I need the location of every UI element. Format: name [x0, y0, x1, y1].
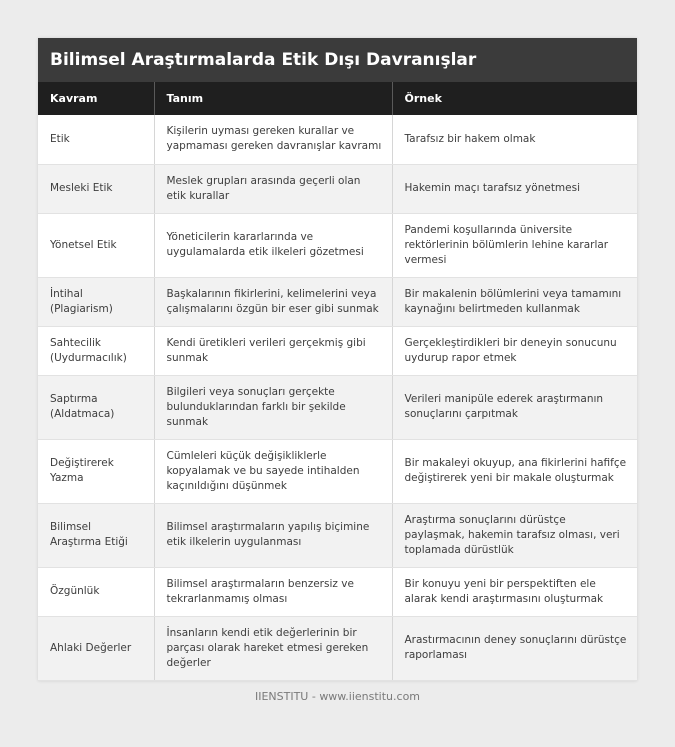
- cell-ornek: Bir makalenin bölümlerini veya tamamını kaynağını belirtmeden kullanmak: [392, 277, 637, 326]
- cell-ornek: Araştırma sonuçlarını dürüstçe paylaşmak, hakemin tarafsız olması, veri toplamada dürüstlük: [392, 503, 637, 567]
- cell-ornek: Tarafsız bir hakem olmak: [392, 115, 637, 164]
- table-row: [38, 567, 637, 616]
- cell-tanim: Kendi üretikleri verileri gerçekmiş gibi sunmak: [154, 326, 392, 375]
- footer-credit: IIENSTITU - www.iienstitu.com: [254, 690, 421, 703]
- cell-tanim: Kişilerin uyması gereken kurallar ve yapmaması gereken davranışlar kavramı: [154, 115, 392, 164]
- cell-kavram: Sahtecilik (Uydurmacılık): [38, 326, 154, 375]
- table-row: [38, 375, 637, 439]
- header-tanim: Tanım: [154, 82, 392, 115]
- cell-tanim: Cümleleri küçük değişikliklerle kopyalamak ve bu sayede intihalden kaçınıldığını düşünmek: [154, 439, 392, 503]
- cell-kavram: İntihal (Plagiarism): [38, 277, 154, 326]
- cell-tanim: Başkalarının fikirlerini, kelimelerini veya çalışmalarını özgün bir eser gibi sunmak: [154, 277, 392, 326]
- cell-kavram: Etik: [38, 115, 154, 164]
- cell-ornek: Verileri manipüle ederek araştırmanın sonuçlarını çarpıtmak: [392, 375, 637, 439]
- table-row: [38, 213, 637, 277]
- cell-kavram: Değiştirerek Yazma: [38, 439, 154, 503]
- cell-kavram: Ahlaki Değerler: [38, 616, 154, 680]
- table-row: [38, 439, 637, 503]
- table-row: [38, 326, 637, 375]
- cell-tanim: İnsanların kendi etik değerlerinin bir parçası olarak hareket etmesi gereken değerler: [154, 616, 392, 680]
- table-row: [38, 277, 637, 326]
- cell-kavram: Saptırma (Aldatmaca): [38, 375, 154, 439]
- cell-ornek: Gerçekleştirdikleri bir deneyin sonucunu uydurup rapor etmek: [392, 326, 637, 375]
- cell-kavram: Yönetsel Etik: [38, 213, 154, 277]
- cell-tanim: Yöneticilerin kararlarında ve uygulamalarda etik ilkeleri gözetmesi: [154, 213, 392, 277]
- header-kavram: Kavram: [38, 82, 154, 115]
- table-row: [38, 616, 637, 680]
- table-title: Bilimsel Araştırmalarda Etik Dışı Davranışlar: [38, 38, 637, 82]
- cell-kavram: Bilimsel Araştırma Etiği: [38, 503, 154, 567]
- cell-ornek: Arastırmacının deney sonuçlarını dürüstçe raporlaması: [392, 616, 637, 680]
- cell-tanim: Bilgileri veya sonuçları gerçekte bulunduklarından farklı bir şekilde sunmak: [154, 375, 392, 439]
- cell-ornek: Bir konuyu yeni bir perspektiften ele alarak kendi araştırmasını oluşturmak: [392, 567, 637, 616]
- ethics-table: [38, 82, 637, 681]
- cell-ornek: Pandemi koşullarında üniversite rektörlerinin bölümlerin lehine kararlar vermesi: [392, 213, 637, 277]
- cell-tanim: Meslek grupları arasında geçerli olan etik kurallar: [154, 164, 392, 213]
- cell-tanim: Bilimsel araştırmaların benzersiz ve tekrarlanmamış olması: [154, 567, 392, 616]
- table-card: [38, 38, 637, 681]
- header-row: [38, 82, 637, 115]
- table-row: [38, 115, 637, 164]
- cell-tanim: Bilimsel araştırmaların yapılış biçimine etik ilkelerin uygulanması: [154, 503, 392, 567]
- cell-ornek: Bir makaleyi okuyup, ana fikirlerini hafifçe değiştirerek yeni bir makale oluşturmak: [392, 439, 637, 503]
- table-row: [38, 503, 637, 567]
- cell-kavram: Mesleki Etik: [38, 164, 154, 213]
- header-ornek: Örnek: [392, 82, 637, 115]
- cell-ornek: Hakemin maçı tarafsız yönetmesi: [392, 164, 637, 213]
- table-row: [38, 164, 637, 213]
- cell-kavram: Özgünlük: [38, 567, 154, 616]
